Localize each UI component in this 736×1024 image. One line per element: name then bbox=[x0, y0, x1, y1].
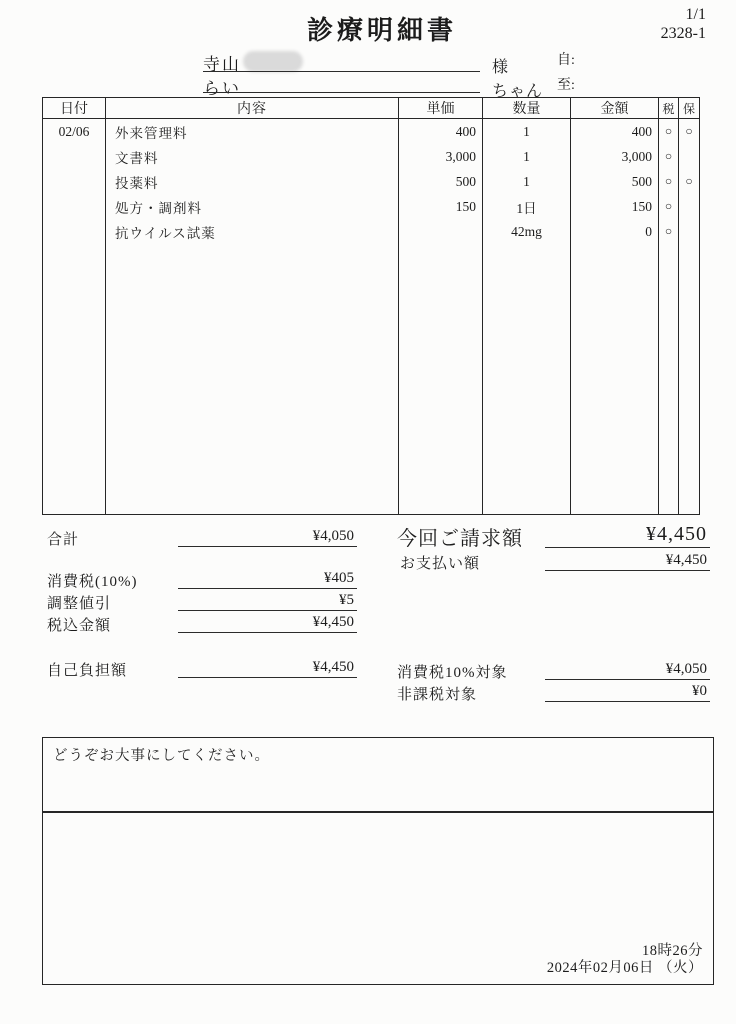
footer-box bbox=[42, 812, 714, 985]
payment-label: お支払い額 bbox=[400, 556, 481, 572]
owner-name: 寺山 bbox=[203, 55, 241, 74]
empty-cell bbox=[399, 244, 483, 514]
tax-label: 消費税(10%) bbox=[47, 574, 138, 590]
payment-value: ¥4,450 bbox=[545, 551, 710, 571]
header-qty: 数量 bbox=[483, 98, 571, 118]
insurance-circle bbox=[679, 219, 699, 244]
cell-date bbox=[43, 219, 106, 244]
header-insurance: 保 bbox=[682, 101, 695, 116]
header-amount: 金額 bbox=[571, 98, 659, 118]
owner-honorific: 様 bbox=[492, 59, 510, 76]
billed-value: ¥4,450 bbox=[545, 522, 710, 548]
period-from-label: 自: bbox=[557, 53, 575, 68]
tax-included-value: ¥4,450 bbox=[178, 613, 357, 633]
adjustment-value: ¥5 bbox=[178, 591, 357, 611]
cell-unit: 3,000 bbox=[399, 144, 483, 169]
cell-qty: 1 bbox=[483, 144, 571, 169]
tax-included-label: 税込金額 bbox=[47, 618, 112, 634]
page-indicator: 1/1 bbox=[685, 6, 706, 23]
tax-circle: ○ bbox=[659, 194, 679, 219]
self-pay-label: 自己負担額 bbox=[47, 663, 128, 679]
header-tax: 税 bbox=[659, 98, 679, 118]
cell-qty: 1日 bbox=[483, 194, 571, 219]
cell-amount: 400 bbox=[571, 119, 659, 144]
cell-unit: 150 bbox=[399, 194, 483, 219]
exempt-value: ¥0 bbox=[545, 682, 710, 702]
insurance-circle: ○ bbox=[685, 124, 693, 138]
cell-content: 抗ウイルス試薬 bbox=[106, 219, 399, 244]
insurance-circle: ○ bbox=[685, 174, 693, 188]
cell-amount: 0 bbox=[571, 219, 659, 244]
adjustment-label: 調整値引 bbox=[47, 596, 112, 612]
cell-content: 投薬料 bbox=[106, 169, 399, 194]
table-empty-area bbox=[43, 244, 699, 514]
cell-content: 処方・調剤料 bbox=[106, 194, 399, 219]
print-date: 2024年02月06日 （火） bbox=[546, 960, 703, 976]
cell-unit: 500 bbox=[399, 169, 483, 194]
page-meta bbox=[661, 5, 706, 43]
header-unit: 単価 bbox=[399, 98, 483, 118]
message-box bbox=[42, 737, 714, 812]
tax-circle: ○ bbox=[659, 169, 679, 194]
table-row bbox=[43, 219, 699, 244]
pet-honorific: ちゃん bbox=[492, 83, 544, 100]
cell-content: 文書料 bbox=[106, 144, 399, 169]
tax-circle: ○ bbox=[659, 219, 679, 244]
table-row bbox=[43, 144, 699, 169]
billed-label: 今回ご請求額 bbox=[397, 528, 523, 550]
doc-number: 2328-1 bbox=[660, 25, 706, 42]
cell-date: 02/06 bbox=[43, 119, 106, 144]
timestamp bbox=[547, 943, 703, 977]
cell-qty: 1 bbox=[483, 119, 571, 144]
taxable-label: 消費税10%対象 bbox=[397, 665, 508, 681]
cell-amount: 500 bbox=[571, 169, 659, 194]
self-pay-value: ¥4,450 bbox=[178, 658, 357, 678]
insurance-circle bbox=[679, 144, 699, 169]
tax-circle: ○ bbox=[659, 144, 679, 169]
exempt-label: 非課税対象 bbox=[397, 687, 478, 703]
cell-amount: 3,000 bbox=[571, 144, 659, 169]
empty-cell bbox=[483, 244, 571, 514]
cell-qty: 1 bbox=[483, 169, 571, 194]
subtotal-label: 合計 bbox=[47, 532, 80, 548]
cell-unit bbox=[399, 219, 483, 244]
page-title: 診療明細書 bbox=[306, 16, 457, 45]
table-row bbox=[43, 169, 699, 194]
cell-date bbox=[43, 144, 106, 169]
header-date: 日付 bbox=[43, 98, 106, 118]
print-time: 18時26分 bbox=[642, 943, 703, 959]
line-items-table bbox=[42, 97, 700, 515]
cell-qty: 42mg bbox=[483, 219, 571, 244]
pet-name: らい bbox=[203, 79, 241, 98]
tax-value: ¥405 bbox=[178, 569, 357, 589]
cell-date bbox=[43, 194, 106, 219]
cell-unit: 400 bbox=[399, 119, 483, 144]
message-text: どうぞお大事にしてください。 bbox=[53, 748, 270, 764]
cell-amount: 150 bbox=[571, 194, 659, 219]
cell-content: 外来管理料 bbox=[106, 119, 399, 144]
cell-date bbox=[43, 169, 106, 194]
pet-name-underline bbox=[203, 0, 480, 93]
empty-cell bbox=[571, 244, 659, 514]
tax-circle: ○ bbox=[659, 119, 679, 144]
empty-cell bbox=[43, 244, 106, 514]
insurance-circle bbox=[679, 194, 699, 219]
empty-cell bbox=[679, 244, 699, 514]
taxable-value: ¥4,050 bbox=[545, 660, 710, 680]
table-header-row bbox=[43, 98, 699, 119]
header-content: 内容 bbox=[106, 98, 399, 118]
subtotal-value: ¥4,050 bbox=[178, 527, 357, 547]
period-to-label: 至: bbox=[557, 78, 575, 93]
empty-cell bbox=[659, 244, 679, 514]
table-row bbox=[43, 119, 699, 144]
table-row bbox=[43, 194, 699, 219]
empty-cell bbox=[106, 244, 399, 514]
